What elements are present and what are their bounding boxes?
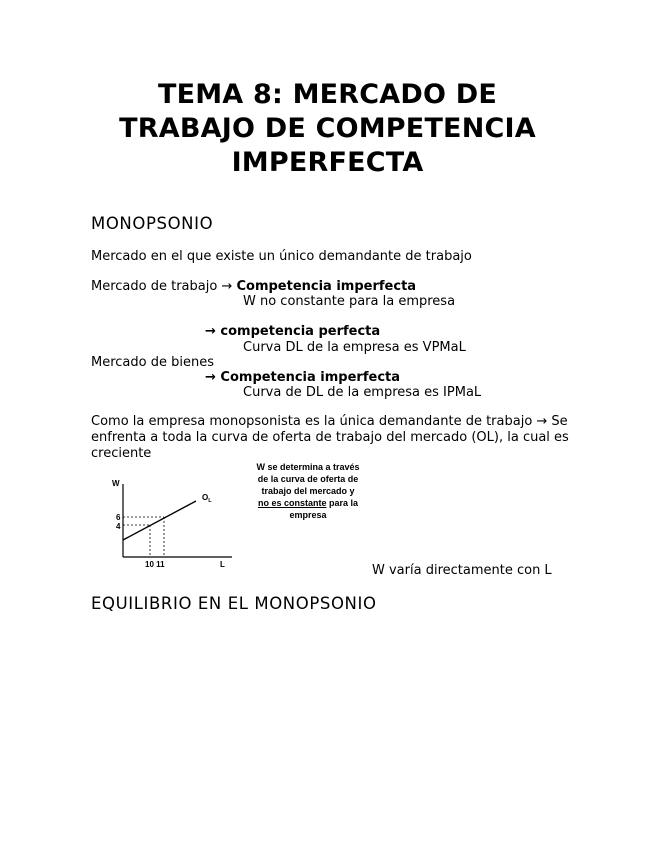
goods-market-label: Mercado de bienes xyxy=(91,355,214,370)
labor-market-note: W no constante para la empresa xyxy=(243,294,456,309)
graph-note-line-5: empresa xyxy=(289,510,327,520)
y-tick-4: 4 xyxy=(116,522,121,531)
goods-perfect-label: competencia perfecta xyxy=(220,324,381,339)
graph-note-line-1: W se determina a través xyxy=(256,462,360,472)
paragraph-line-3: creciente xyxy=(91,446,152,461)
curve-label xyxy=(202,493,212,504)
labor-market-line xyxy=(91,279,416,295)
graph-note xyxy=(244,461,372,521)
y-tick-6: 6 xyxy=(116,513,121,522)
arrow-icon: → xyxy=(205,324,221,339)
supply-curve xyxy=(123,501,196,540)
x-axis-label: L xyxy=(220,560,225,569)
definition-text: Mercado en el que existe un único demandante de trabajo xyxy=(91,249,472,264)
title-line-1: TEMA 8: MERCADO DE xyxy=(157,79,498,110)
graph-note-underlined: no es constante xyxy=(257,498,327,508)
goods-perfect-line xyxy=(205,324,380,340)
paragraph-line-1: Como la empresa monopsonista es la única demandante de trabajo → Se xyxy=(91,414,568,429)
monopsony-paragraph xyxy=(91,414,571,462)
curve-label-sub: L xyxy=(208,498,212,504)
graph-caption: W varía directamente con L xyxy=(372,563,552,578)
title-line-3: IMPERFECTA xyxy=(231,147,424,178)
page-title xyxy=(60,78,595,180)
graph-note-line-4 xyxy=(244,497,372,509)
labor-market-label: Mercado de trabajo → xyxy=(91,279,237,294)
graph-note-rest: para la xyxy=(326,498,359,508)
labor-supply-graph xyxy=(108,474,238,574)
x-ticks: 10 11 xyxy=(145,560,165,569)
heading-monopsonio: MONOPSONIO xyxy=(91,214,214,233)
paragraph-line-2: enfrenta a toda la curva de oferta de trabajo del mercado (OL), la cual es xyxy=(91,430,569,445)
goods-perfect-note: Curva DL de la empresa es VPMaL xyxy=(243,340,466,355)
goods-imperfect-line xyxy=(205,370,400,386)
graph-note-line-2: de la curva de oferta de xyxy=(257,474,359,484)
arrow-icon: → xyxy=(205,370,221,385)
goods-imperfect-label: Competencia imperfecta xyxy=(220,370,401,385)
y-axis-label: W xyxy=(112,479,120,488)
goods-imperfect-note: Curva de DL de la empresa es IPMaL xyxy=(243,385,482,400)
graph-note-line-3: trabajo del mercado y xyxy=(261,486,355,496)
title-line-2: TRABAJO DE COMPETENCIA xyxy=(119,113,536,144)
labor-market-type: Competencia imperfecta xyxy=(236,279,417,294)
heading-equilibrio: EQUILIBRIO EN EL MONOPSONIO xyxy=(91,594,377,613)
curve-label-main: O xyxy=(202,493,209,502)
